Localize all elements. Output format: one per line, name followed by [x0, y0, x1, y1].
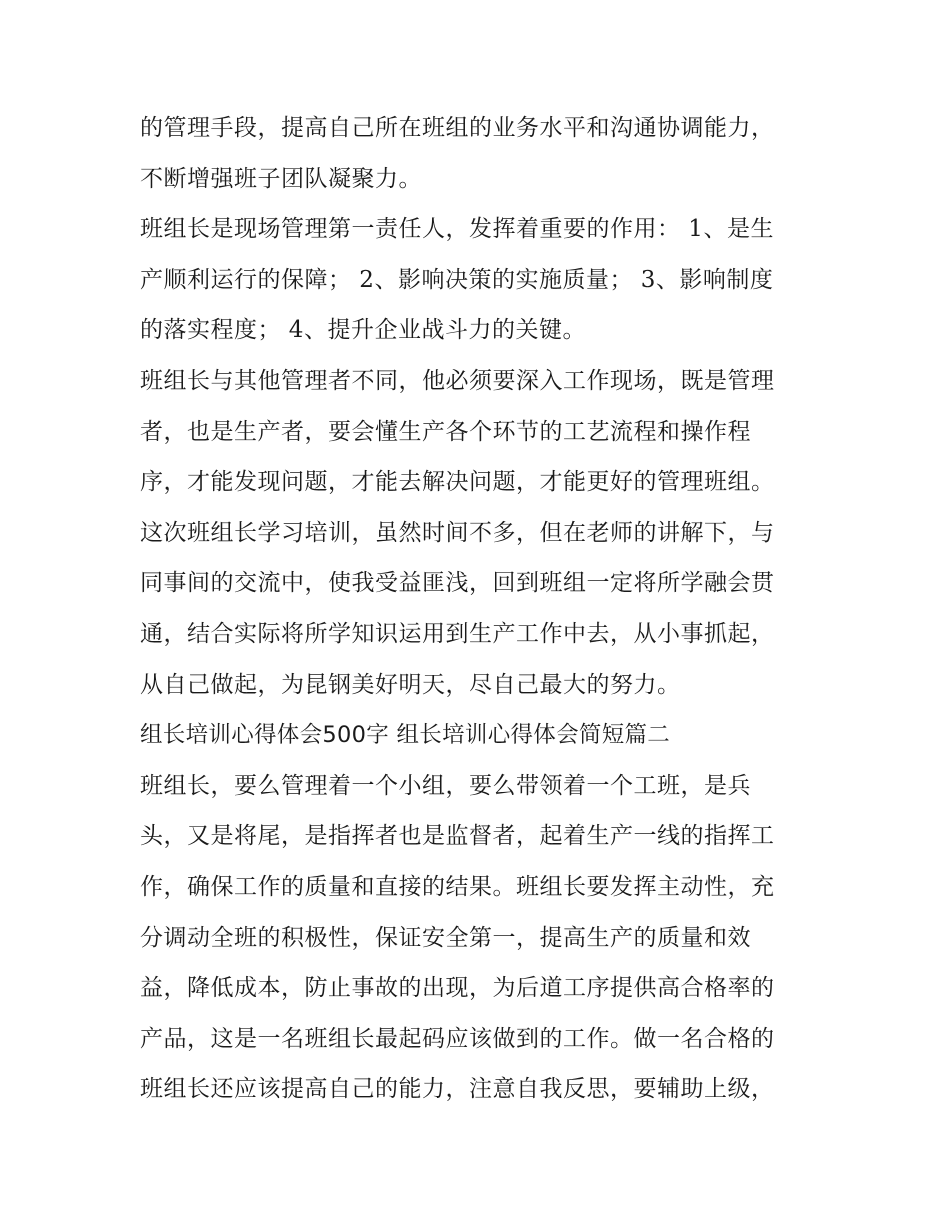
- text-line: 从自己做起，为昆钢美好明天，尽自己最大的努力。: [140, 671, 681, 698]
- text-line: 班组长，要么管理着一个小组，要么带领着一个工班，是兵: [140, 772, 751, 799]
- text-line: 同事间的交流中，使我受益匪浅，回到班组一定将所学融会贯: [140, 570, 775, 597]
- text-line: 头，又是将尾，是指挥者也是监督者，起着生产一线的指挥工: [140, 823, 775, 850]
- text-line: 不断增强班子团队凝聚力。: [140, 165, 422, 192]
- text-line: 的管理手段，提高自己所在班组的业务水平和沟通协调能力，: [140, 115, 775, 141]
- text-line: 通，结合实际将所学知识运用到生产工作中去，从小事抓起，: [140, 620, 775, 647]
- text-line: 产顺利运行的保障； 2、影响决策的实施质量； 3、影响制度: [140, 266, 774, 293]
- text-line: 班组长还应该提高自己的能力，注意自我反思，要辅助上级，: [140, 1076, 775, 1103]
- text-line: 班组长是现场管理第一责任人，发挥着重要的作用： 1、是生: [140, 216, 774, 243]
- text-line: 作，确保工作的质量和直接的结果。班组长要发挥主动性，充: [140, 873, 775, 900]
- text-line: 序，才能发现问题，才能去解决问题，才能更好的管理班组。: [140, 469, 775, 496]
- section-heading: 组长培训心得体会500字 组长培训心得体会简短篇二: [140, 722, 671, 749]
- text-line: 产品，这是一名班组长最起码应该做到的工作。做一名合格的: [140, 1025, 775, 1052]
- body-text: [140, 103, 820, 1115]
- text-line: 班组长与其他管理者不同，他必须要深入工作现场，既是管理: [140, 367, 775, 394]
- text-line: 这次班组长学习培训，虽然时间不多，但在老师的讲解下，与: [140, 519, 775, 546]
- text-line: 的落实程度； 4、提升企业战斗力的关键。: [140, 317, 586, 344]
- text-line: 分调动全班的积极性，保证安全第一，提高生产的质量和效: [140, 924, 751, 951]
- text-line: 益，降低成本，防止事故的出现，为后道工序提供高合格率的: [140, 975, 775, 1002]
- text-line: 者，也是生产者，要会懂生产各个环节的工艺流程和操作程: [140, 418, 751, 445]
